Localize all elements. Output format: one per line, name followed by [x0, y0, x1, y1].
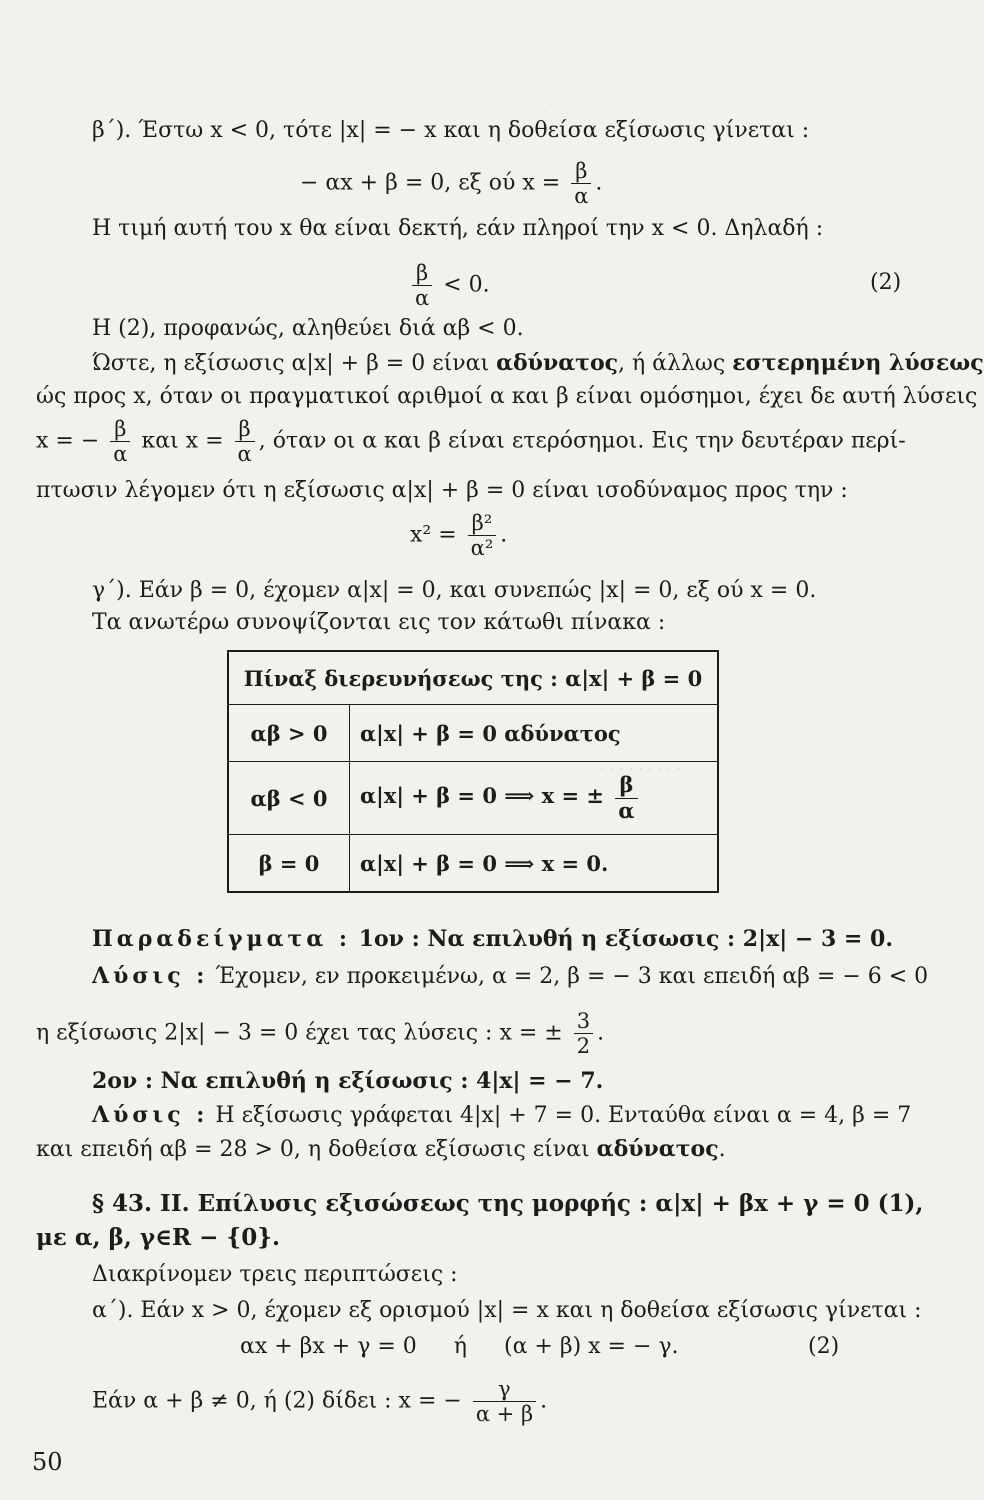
equation-number: (2): [870, 270, 902, 295]
table-cell-condition: αβ > 0: [228, 705, 350, 762]
fraction-numerator: β: [238, 417, 251, 441]
line-case-a: [92, 1300, 922, 1322]
table-row: [228, 762, 718, 835]
fraction-denominator: α²: [468, 535, 497, 559]
line-case-c: [92, 580, 816, 602]
solution-label: Λύσις :: [92, 1102, 209, 1128]
solution-1-text: Έχομεν, εν προκειμένω, α = 2, β = − 3 και επειδή αβ = − 6 < 0: [208, 964, 929, 989]
solution-2b-text: και επειδή αβ = 28 > 0, η δοθείσα εξίσωσις είναι: [36, 1137, 597, 1162]
line-solution-2b: [36, 1138, 726, 1161]
examples-label: Παραδείγματα :: [92, 926, 352, 952]
line-same-sign: [36, 386, 977, 408]
emphasis-no-solution: εστερημένη λύσεως: [732, 350, 984, 376]
fraction-denominator: α: [110, 441, 130, 465]
line-squared: [410, 512, 507, 559]
conclusion-text: , ή άλλως: [618, 351, 733, 376]
emphasis-impossible: αδύνατος: [596, 1136, 719, 1162]
fraction-denominator: α + β: [473, 1401, 536, 1425]
case-a-text: α΄). Εάν x > 0, έχομεν εξ ορισμού |x| = x και η δοθείσα εξίσωσις γίνεται :: [92, 1298, 922, 1323]
solution-2-text: Η εξίσωσις γράφεται 4|x| + 7 = 0. Ενταύθα είναι α = 4, β = 7: [208, 1103, 912, 1128]
result-text: α|x| + β = 0 ⟹ x = ±: [360, 783, 605, 809]
table-cell-result: [350, 762, 719, 835]
section-heading-text: § 43. ΙΙ. Επίλυσις εξισώσεως της μορφής : α|x| + βx + γ = 0 (1),: [92, 1190, 924, 1217]
obviously-text: Η (2), προφανώς, αληθεύει διά αβ < 0.: [92, 316, 524, 341]
equation-number: (2): [808, 1334, 840, 1359]
example-1-text: 1ον : Να επιλυθή η εξίσωσις : 2|x| − 3 = 0.: [351, 926, 893, 952]
section-heading-cont: [36, 1226, 280, 1249]
fraction-numerator: 3: [576, 1009, 591, 1033]
fraction-denominator: α: [235, 441, 255, 465]
fraction-numerator: γ: [498, 1377, 511, 1401]
linear-eq-1: αx + βx + γ = 0: [240, 1334, 417, 1359]
equivalent-text: πτωσιν λέγομεν ότι η εξίσωσις α|x| + β = 0 είναι ισοδύναμος προς την :: [36, 478, 848, 503]
bleed-through-decoration: · · · · · · · · · · ·: [520, 95, 621, 113]
solution-b-pre: − αx + β = 0, εξ ού x =: [300, 170, 561, 196]
example-2-text: 2ον : Να επιλυθή η εξίσωσις : 4|x| = − 7.: [92, 1068, 604, 1094]
section-heading: [92, 1192, 923, 1215]
line-solution-1: [92, 965, 928, 988]
squared-post: .: [500, 522, 508, 548]
table-header-row: [228, 651, 718, 705]
linear-eq-2: (α + β) x = − γ.: [503, 1334, 679, 1359]
line-solution-2: [92, 1104, 911, 1127]
final-post: .: [540, 1388, 548, 1414]
line-equivalent: [36, 480, 848, 502]
final-pre: Εάν α + β ≠ 0, ή (2) δίδει : x = −: [92, 1388, 462, 1414]
fraction-denominator: α: [571, 183, 591, 207]
table-header: Πίναξ διερευνήσεως της : α|x| + β = 0: [228, 651, 718, 705]
section-heading-text: με α, β, γ∈R − {0}.: [36, 1224, 281, 1251]
emphasis-impossible: αδύνατος: [496, 350, 619, 376]
summary-text: Τα ανωτέρω συνοψίζονται εις τον κάτωθι πίνακα :: [92, 610, 666, 635]
linear-eq-or: ή: [453, 1334, 467, 1359]
fraction: [473, 1378, 536, 1425]
fraction: [412, 262, 432, 309]
fraction: [468, 512, 497, 559]
line-solution-1b: [36, 1010, 604, 1057]
discussion-table: [227, 650, 719, 893]
solution-b-post: .: [595, 170, 603, 196]
table-cell-result: α|x| + β = 0 αδύνατος: [350, 705, 719, 762]
solutions-text: και x =: [141, 428, 224, 454]
fraction-numerator: β²: [471, 511, 493, 535]
line-conclusion: [92, 352, 984, 375]
solutions-text: x = −: [36, 428, 100, 454]
fraction: [571, 160, 591, 207]
fraction: [235, 418, 255, 465]
fraction-numerator: β: [575, 159, 588, 183]
squared-pre: x² =: [410, 522, 457, 548]
solution-1b-pre: η εξίσωσις 2|x| − 3 = 0 έχει τας λύσεις : x = ±: [36, 1020, 563, 1046]
inequality-post: < 0.: [443, 272, 490, 298]
case-b-text: β΄). Έστω x < 0, τότε |x| = − x και η δοθείσα εξίσωσις γίνεται :: [92, 118, 810, 143]
case-c-text: γ΄). Εάν β = 0, έχομεν α|x| = 0, και συνεπώς |x| = 0, εξ ού x = 0.: [92, 578, 817, 603]
acceptance-text: Η τιμή αυτή του x θα είναι δεκτή, εάν πληροί την x < 0. Δηλαδή :: [92, 216, 824, 241]
table-row: [228, 835, 718, 893]
table-cell-condition: β = 0: [228, 835, 350, 893]
line-inequality: [408, 262, 490, 309]
fraction: [110, 418, 130, 465]
line-three-cases: [92, 1264, 458, 1286]
fraction-numerator: β: [416, 261, 429, 285]
solution-1b-post: .: [597, 1020, 605, 1046]
same-sign-text: ώς προς x, όταν οι πραγματικοί αριθμοί α και β είναι ομόσημοι, έχει δε αυτή λύσεις: [36, 384, 978, 409]
solution-2b-text: .: [718, 1137, 726, 1162]
line-solutions: [36, 418, 906, 465]
three-cases-text: Διακρίνομεν τρεις περιπτώσεις :: [92, 1262, 458, 1287]
line-example-2: [92, 1070, 603, 1092]
table-cell-result: α|x| + β = 0 ⟹ x = 0.: [350, 835, 719, 893]
line-case-b: [92, 120, 809, 142]
line-final: [92, 1378, 547, 1425]
fraction-numerator: β: [114, 417, 127, 441]
page-number: 50: [32, 1448, 63, 1476]
table-cell-condition: αβ < 0: [228, 762, 350, 835]
solutions-text: , όταν οι α και β είναι ετερόσημοι. Εις την δευτέραν περί-: [258, 428, 906, 454]
fraction-denominator: 2: [574, 1033, 593, 1057]
line-obviously: [92, 318, 524, 340]
bleed-through-decoration: · · · · · · · · ·: [600, 760, 682, 778]
fraction: [615, 774, 637, 821]
table-row: [228, 705, 718, 762]
line-acceptance: [92, 218, 823, 240]
fraction-numerator: β: [619, 772, 634, 798]
fraction-denominator: α: [412, 285, 432, 309]
fraction: [574, 1010, 593, 1057]
line-solution-b: [300, 160, 602, 207]
line-linear: [240, 1336, 679, 1358]
fraction-denominator: α: [615, 798, 637, 822]
solution-label: Λύσις :: [92, 963, 209, 989]
line-summary: [92, 612, 665, 634]
conclusion-text: Ώστε, η εξίσωσις α|x| + β = 0 είναι: [92, 351, 497, 376]
line-example-1: [92, 928, 893, 950]
